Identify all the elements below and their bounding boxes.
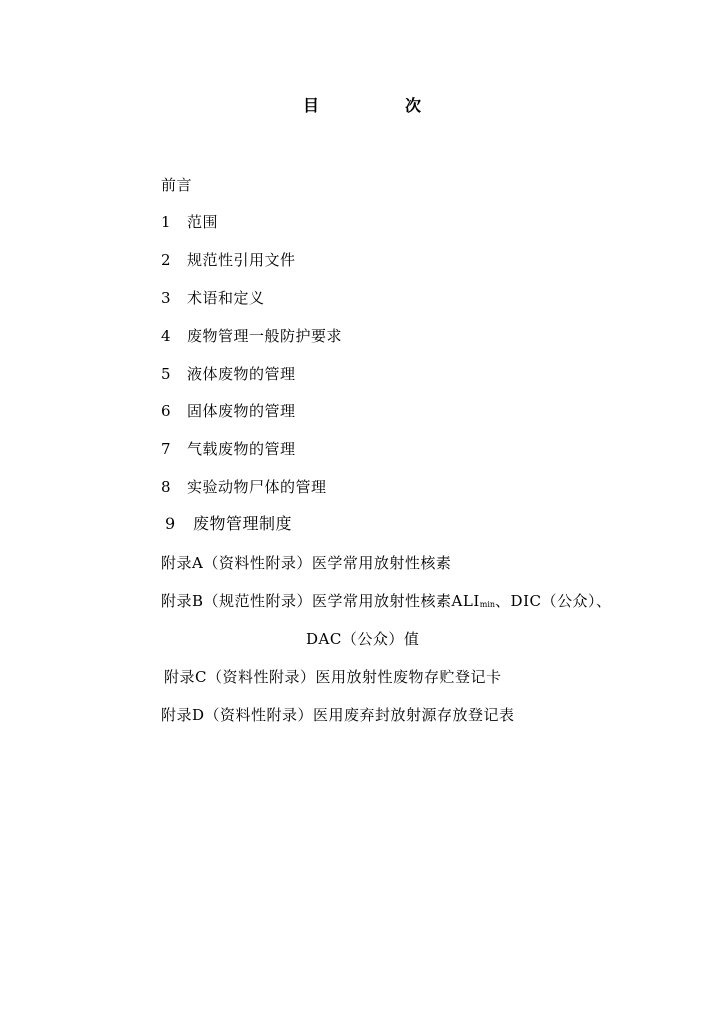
toc-item-appendix-b[interactable] [161, 591, 611, 615]
toc-item-label: 附录B（规范性附录）医学常用放射性核素ALI [161, 592, 480, 610]
toc-item-label: 固体废物的管理 [187, 402, 296, 420]
toc-item-number: 4 [161, 327, 172, 345]
toc-item-appendix-a[interactable] [161, 553, 451, 573]
toc-item-section-2[interactable] [161, 250, 296, 270]
toc-item-number: 6 [161, 402, 172, 420]
toc-item-section-3[interactable] [161, 288, 265, 308]
toc-item-section-8[interactable] [161, 477, 327, 497]
toc-item-section-7[interactable] [161, 439, 296, 459]
toc-item-section-6[interactable] [161, 401, 296, 421]
toc-item-section-1[interactable] [161, 212, 218, 232]
toc-item-label: 前言 [161, 176, 193, 194]
toc-item-number: 3 [161, 289, 172, 307]
toc-item-number: 1 [161, 213, 172, 231]
toc-item-appendix-d[interactable] [161, 705, 515, 725]
ali-subscript: min [479, 600, 496, 609]
title-char-mu: 目 [303, 96, 320, 115]
toc-item-label: 附录A（资料性附录）医学常用放射性核素 [161, 554, 452, 572]
toc-item-appendix-c[interactable] [164, 667, 501, 687]
title-char-ci: 次 [405, 96, 422, 115]
toc-item-label: 规范性引用文件 [187, 251, 296, 269]
toc-item-label-suffix: 、DIC（公众）、 [495, 592, 612, 610]
toc-item-number: 5 [161, 365, 172, 383]
toc-item-number: 7 [161, 440, 172, 458]
toc-item-label: DAC（公众）值 [306, 630, 420, 648]
toc-item-number: 9 [165, 514, 176, 533]
toc-item-foreword[interactable] [161, 175, 192, 195]
toc-item-label: 废物管理一般防护要求 [187, 327, 343, 345]
toc-item-appendix-b-continuation[interactable] [306, 629, 419, 649]
toc-item-number: 2 [161, 251, 172, 269]
toc-item-label: 范围 [187, 213, 219, 231]
toc-item-label: 气载废物的管理 [187, 440, 296, 458]
toc-item-label: 附录C（资料性附录）医用放射性废物存贮登记卡 [164, 668, 502, 686]
toc-item-section-5[interactable] [161, 364, 296, 384]
toc-item-number: 8 [161, 478, 172, 496]
toc-item-label: 废物管理制度 [193, 514, 293, 533]
toc-item-section-9[interactable] [165, 514, 292, 534]
toc-item-section-4[interactable] [161, 326, 342, 346]
toc-item-label: 术语和定义 [187, 289, 265, 307]
toc-item-label: 实验动物尸体的管理 [187, 478, 327, 496]
toc-item-label: 附录D（资料性附录）医用废弃封放射源存放登记表 [161, 706, 515, 724]
toc-item-label: 液体废物的管理 [187, 365, 296, 383]
